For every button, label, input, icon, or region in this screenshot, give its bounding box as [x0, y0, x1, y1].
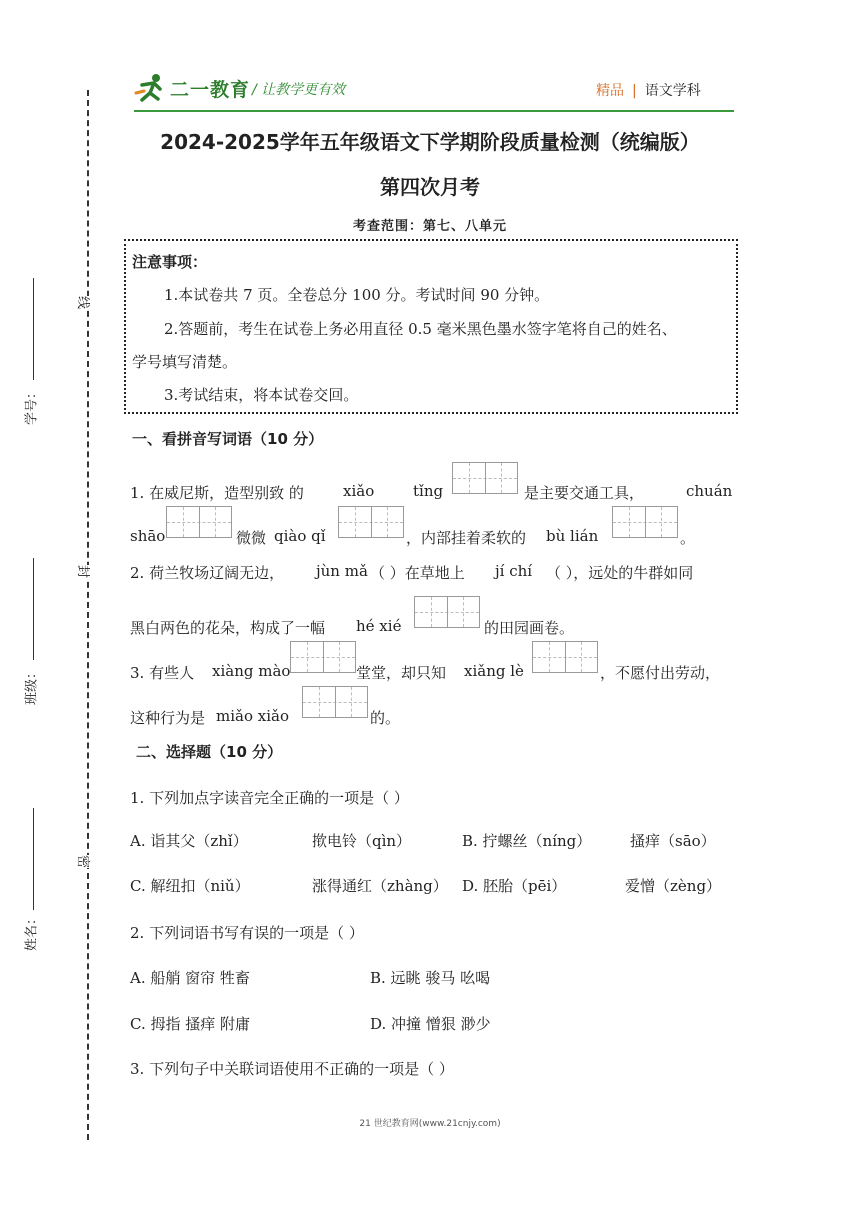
s1-q3-pinyin-2: xiǎng lè — [464, 662, 524, 680]
s1-q1-pinyin-3: qiào qǐ — [274, 527, 326, 545]
s1-q2-text-c: （ ），远处的牛群如同 — [546, 564, 694, 582]
s1-q1-text-b: 是主要交通工具， — [524, 484, 645, 502]
notice-item-1: 1.本试卷共 7 页。全卷总分 100 分。考试时间 90 分钟。 — [164, 286, 550, 304]
s2-q1-option-a1: A. 诣其父（zhǐ） — [130, 832, 248, 850]
s2-q2-option-c: C. 拇指 搔痒 附庸 — [130, 1015, 251, 1033]
s1-q1-pinyin-1b: tǐng — [413, 482, 444, 500]
s1-q1-pinyin-4: bù lián — [546, 527, 599, 545]
s1-q1-answer-box-4[interactable] — [612, 506, 678, 538]
section2-heading: 二、选择题（10 分） — [136, 743, 283, 761]
s2-q2-option-b: B. 远眺 骏马 吆喝 — [370, 969, 491, 987]
section1-heading: 一、看拼音写词语（10 分） — [132, 430, 324, 448]
s1-q1-answer-box-1[interactable] — [452, 462, 518, 494]
s2-q1-option-b1: B. 拧螺丝（níng） — [462, 832, 592, 850]
s1-q3-text-a: 3. 有些人 — [130, 664, 195, 682]
s1-q1-answer-box-3[interactable] — [338, 506, 404, 538]
s2-q1-option-c1: C. 解纽扣（niǔ） — [130, 877, 250, 895]
s1-q1-pinyin-2a: chuán — [686, 482, 733, 500]
subject-tag: 语文学科 — [644, 83, 701, 99]
s1-q1-text-d: ，内部挂着柔软的 — [406, 529, 527, 547]
s1-q2-answer-box[interactable] — [414, 596, 480, 628]
tag-separator: | — [632, 83, 637, 99]
s1-q3-answer-box-1[interactable] — [290, 641, 356, 673]
s1-q3-text-e: 的。 — [370, 709, 401, 727]
exam-title: 2024-2025学年五年级语文下学期阶段质量检测（统编版） — [160, 130, 700, 154]
s1-q2-text-b: （ ）在草地上 — [370, 564, 465, 582]
header-divider — [134, 110, 734, 112]
binding-mark-mi: 密 — [75, 855, 94, 868]
notice-item-2-cont: 学号填写清楚。 — [132, 353, 238, 371]
exam-scope: 考查范围：第七、八单元 — [352, 219, 507, 234]
s1-q2-text-e: 的田园画卷。 — [484, 619, 575, 637]
notice-heading: 注意事项： — [132, 253, 208, 271]
s1-q3-text-c: ，不愿付出劳动， — [600, 664, 721, 682]
s1-q3-answer-box-3[interactable] — [302, 686, 368, 718]
s1-q3-pinyin-1: xiàng mào — [212, 662, 291, 680]
s1-q1-text-a: 1. 在威尼斯，造型别致 的 — [130, 484, 304, 502]
xuehao-blank-line — [33, 278, 34, 380]
premium-tag: 精品 — [596, 83, 624, 99]
binding-mark-feng: 封 — [75, 565, 94, 578]
slogan: / 让教学更有效 — [252, 82, 346, 98]
s2-q1-option-c2: 涨得通红（zhàng） — [312, 877, 448, 895]
s1-q3-text-b: 堂堂，却只知 — [356, 664, 447, 682]
exam-subtitle: 第四次月考 — [380, 175, 480, 199]
logo-text: 二一教育 — [170, 78, 251, 101]
page-footer: 21 世纪教育网(www.21cnjy.com) — [359, 1119, 501, 1129]
s2-q1-option-d2: 爱憎（zèng） — [625, 877, 722, 895]
s2-q1-option-d1: D. 胚胎（pēi） — [462, 877, 567, 895]
notice-item-2: 2.答题前，考生在试卷上务必用直径 0.5 毫米黑色墨水签字笔将自己的姓名、 — [164, 320, 677, 338]
brand-logo — [134, 70, 250, 106]
s1-q2-pinyin-2: jí chí — [495, 562, 533, 580]
s1-q1-pinyin-1a: xiǎo — [343, 482, 375, 500]
s1-q3-text-d: 这种行为是 — [130, 709, 206, 727]
header-tags — [596, 80, 701, 100]
s1-q3-answer-box-2[interactable] — [532, 641, 598, 673]
xuehao-label: 学号： — [24, 386, 40, 426]
s1-q1-end: 。 — [680, 529, 696, 547]
binding-mark-xian: 线 — [75, 296, 94, 309]
s2-q1-stem: 1. 下列加点字读音完全正确的一项是（ ） — [130, 789, 409, 807]
s2-q1-option-b2: 搔痒（sāo） — [630, 832, 716, 850]
banji-label: 班级： — [24, 666, 40, 706]
s2-q2-stem: 2. 下列词语书写有误的一项是（ ） — [130, 924, 364, 942]
binding-dashed-line — [87, 90, 89, 1140]
s1-q1-answer-box-2[interactable] — [166, 506, 232, 538]
s1-q3-pinyin-3: miǎo xiǎo — [216, 707, 289, 725]
s1-q1-pinyin-2b: shāo — [130, 527, 166, 545]
s1-q2-text-d: 黑白两色的花朵，构成了一幅 — [130, 619, 326, 637]
s1-q2-text-a: 2. 荷兰牧场辽阔无边， — [130, 564, 285, 582]
s2-q3-stem: 3. 下列句子中关联词语使用不正确的一项是（ ） — [130, 1060, 454, 1078]
s2-q2-option-d: D. 冲撞 憎狠 渺少 — [370, 1015, 491, 1033]
notice-item-3: 3.考试结束，将本试卷交回。 — [164, 386, 359, 404]
s2-q2-option-a: A. 船艄 窗帘 牲畜 — [130, 969, 250, 987]
s1-q2-pinyin-1: jùn mǎ — [316, 562, 368, 580]
s1-q2-pinyin-3: hé xié — [356, 617, 402, 635]
banji-blank-line — [33, 558, 34, 660]
s1-q1-text-c: 微微 — [236, 529, 267, 547]
s2-q1-option-a2: 揿电铃（qìn） — [312, 832, 412, 850]
xingming-label: 姓名： — [24, 912, 40, 952]
runner-logo-icon — [134, 73, 168, 103]
xingming-blank-line — [33, 808, 34, 910]
